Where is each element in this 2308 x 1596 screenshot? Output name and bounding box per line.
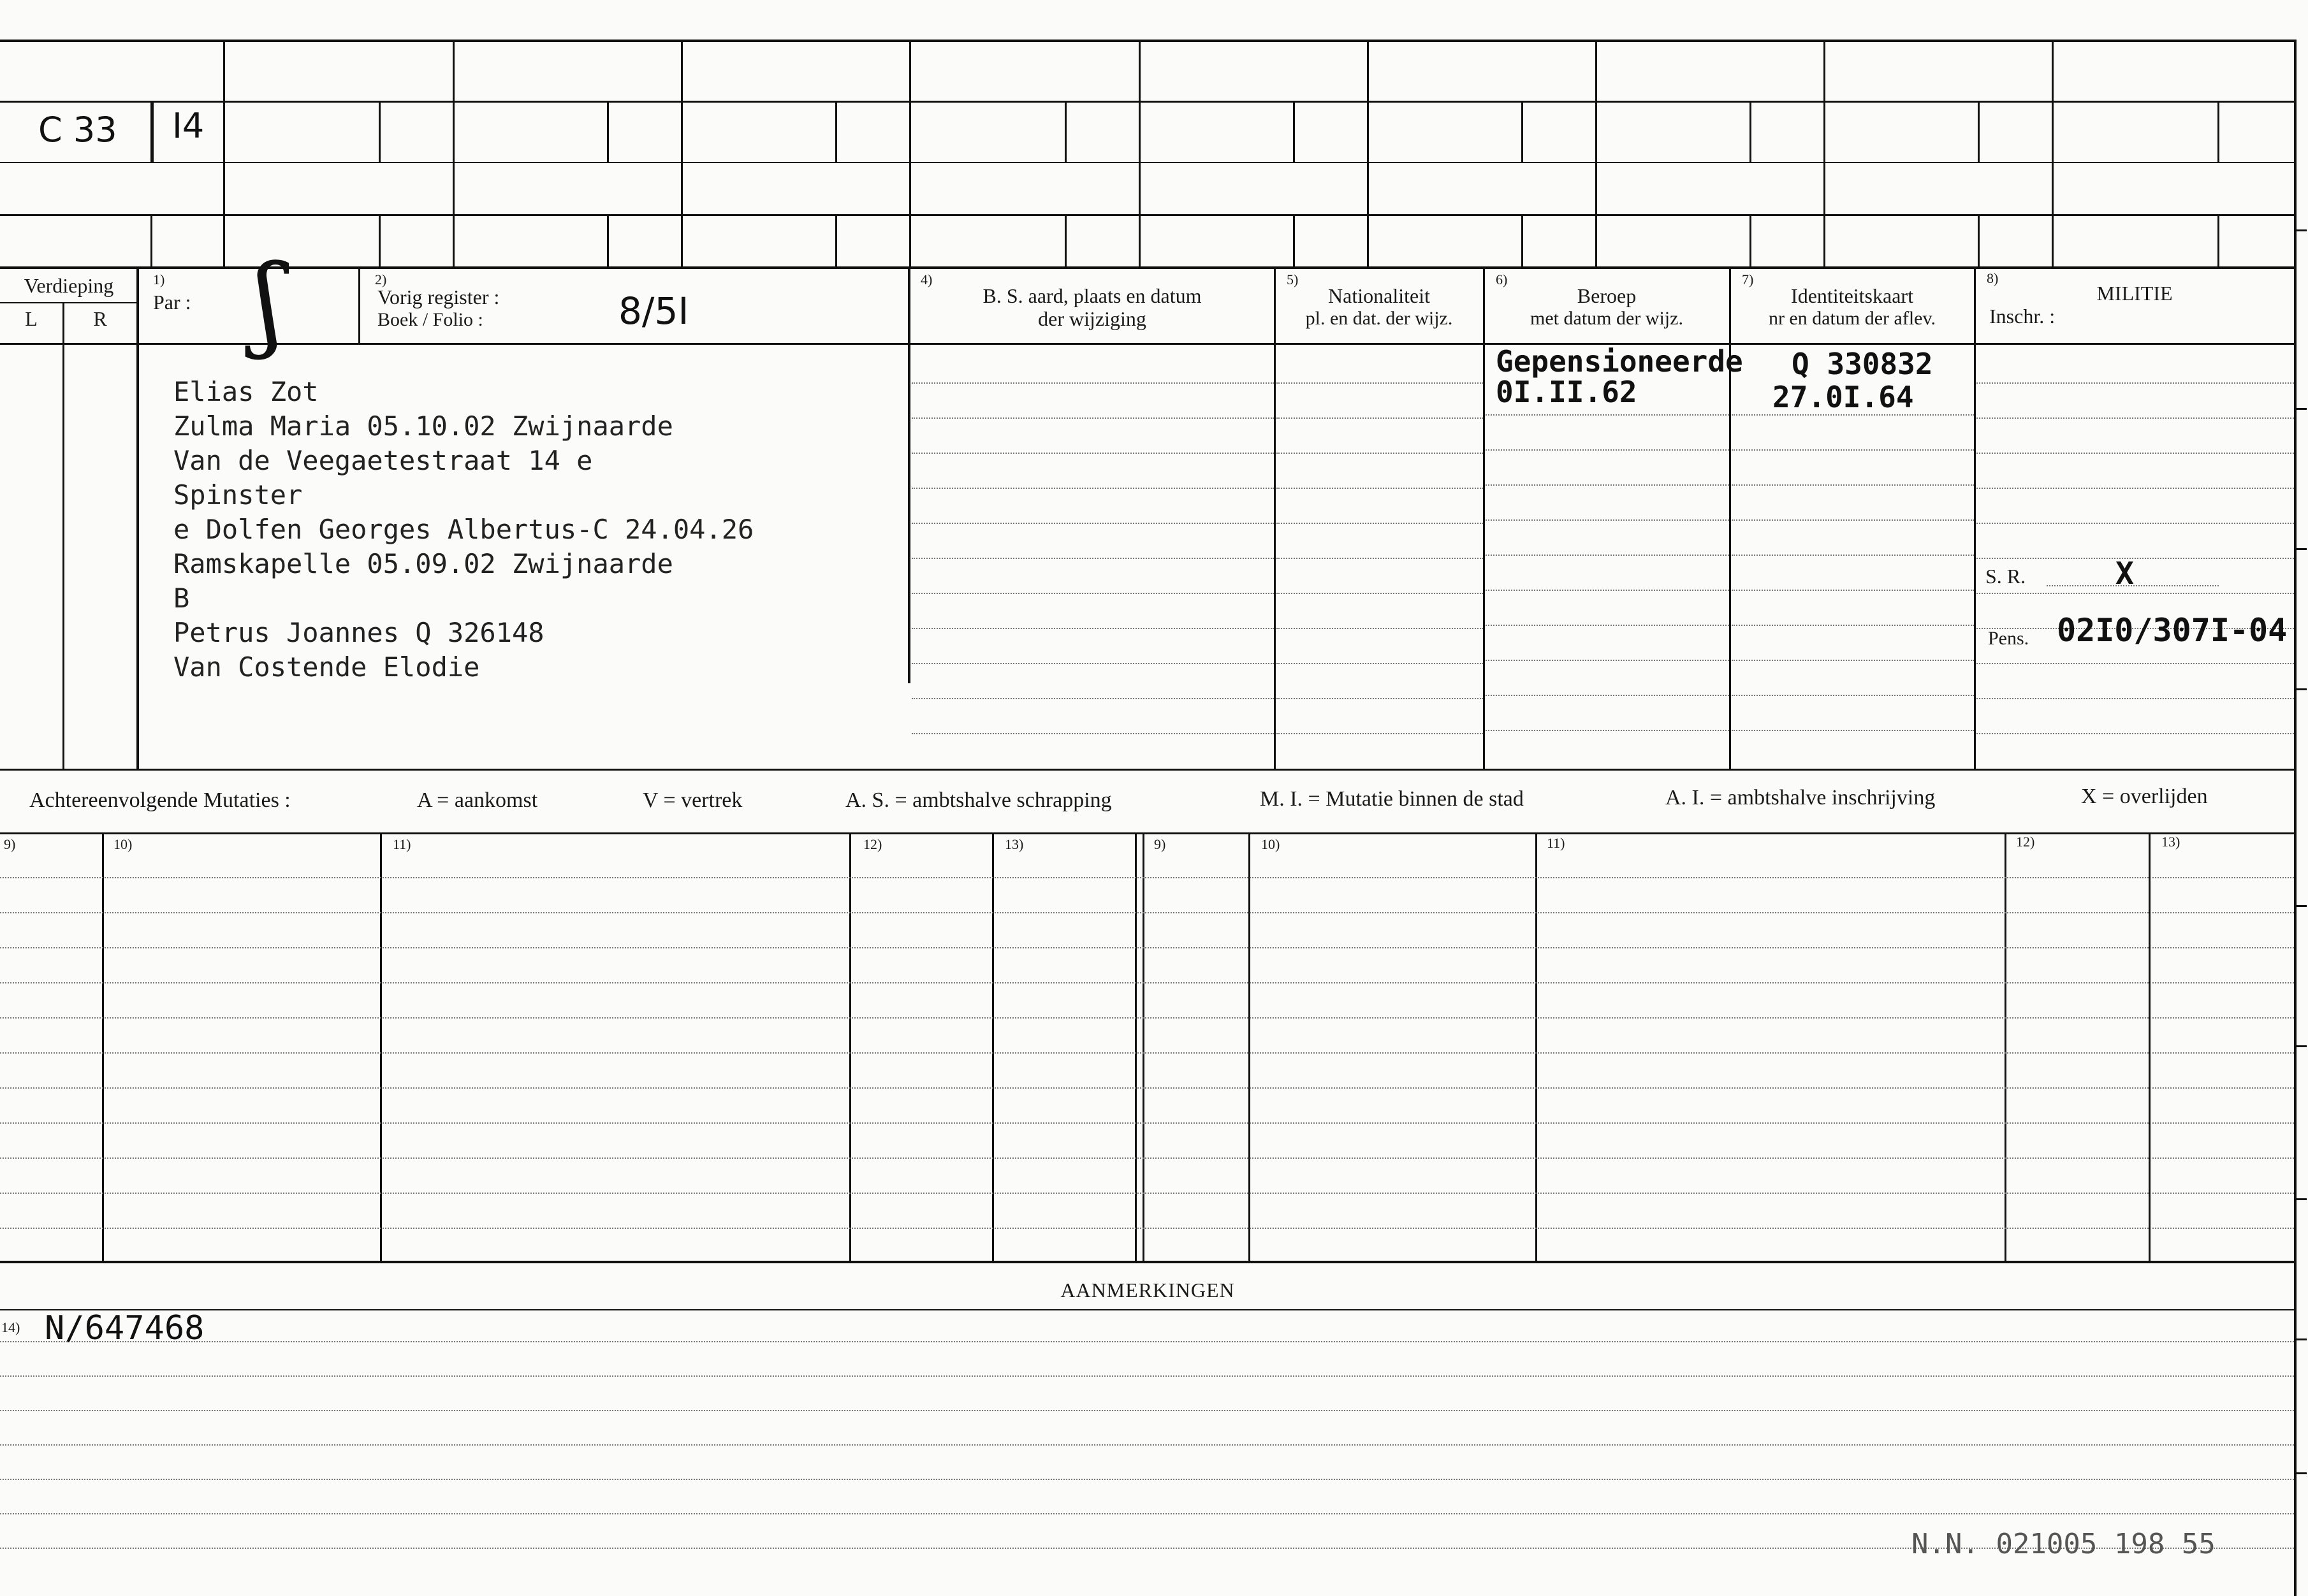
dotted-rule	[912, 628, 1274, 629]
edge-tick	[2295, 1198, 2307, 1200]
mut-vline	[849, 834, 851, 1262]
dotted-rule	[1276, 698, 1483, 699]
grid-vline	[2217, 101, 2219, 162]
top-code-1: C 33	[38, 110, 117, 150]
col4-label2: der wijziging	[1038, 307, 1146, 330]
dotted-rule	[912, 488, 1274, 489]
dotted-rule	[0, 947, 2294, 948]
dotted-rule	[0, 1410, 2294, 1411]
mut-vline	[1535, 834, 1537, 1262]
mut-vline	[1248, 834, 1250, 1262]
dotted-rule	[1486, 660, 1729, 661]
dotted-rule	[1732, 660, 1974, 661]
grid-vline	[1749, 214, 1751, 266]
grid-vline	[1293, 214, 1295, 266]
remarks-value: N/647468	[45, 1309, 205, 1347]
header-vline	[358, 269, 360, 343]
dotted-rule	[1976, 382, 2294, 384]
dotted-rule	[0, 1087, 2294, 1089]
grid-vline	[379, 214, 381, 266]
dotted-rule	[1276, 593, 1483, 594]
col2-label1: Vorig register :	[377, 286, 500, 308]
dotted-rule	[912, 558, 1274, 559]
dotted-rule	[912, 663, 1274, 664]
col5-label1: Nationaliteit	[1328, 284, 1430, 307]
person-line-6: Ramskapelle 05.09.02 Zwijnaarde	[173, 548, 673, 579]
dotted-rule	[0, 1157, 2294, 1159]
legend-aankomst: A = aankomst	[417, 788, 538, 812]
mut-vline	[380, 834, 382, 1262]
mut-left-10: 10)	[113, 836, 133, 852]
mut-right-10: 10)	[1261, 836, 1280, 852]
grid-vline	[453, 40, 455, 266]
col2-label2: Boek / Folio :	[377, 309, 483, 330]
dotted-rule	[1276, 453, 1483, 454]
verdieping-label: Verdieping	[24, 274, 114, 297]
grid-vline	[1065, 214, 1067, 266]
top-code-2: I4	[172, 106, 205, 146]
dotted-rule	[912, 698, 1274, 699]
grid-line	[0, 1261, 2295, 1263]
col1-value: ʃ	[255, 242, 283, 361]
col5-label2: pl. en dat. der wijz.	[1305, 308, 1453, 329]
grid-vline	[1521, 101, 1523, 162]
col8-num: 8)	[1987, 270, 1999, 286]
mut-right-11: 11)	[1547, 835, 1565, 851]
dotted-rule	[912, 523, 1274, 524]
dotted-rule	[1486, 555, 1729, 556]
sr-label: S. R.	[1985, 565, 2026, 588]
edge-tick	[2295, 905, 2307, 907]
identiteit-number: Q 330832	[1792, 347, 1933, 381]
grid-line	[0, 214, 2295, 216]
dotted-rule	[0, 1513, 2294, 1514]
header-vline	[1974, 269, 1976, 771]
grid-line	[0, 832, 2295, 834]
mut-vline	[2005, 834, 2006, 1262]
edge-tick	[2295, 688, 2307, 690]
mut-left-13: 13)	[1005, 836, 1024, 852]
dotted-rule	[1276, 628, 1483, 629]
mut-left-9: 9)	[4, 836, 16, 852]
mut-left-11: 11)	[393, 836, 411, 852]
dotted-rule	[1732, 449, 1974, 451]
col4-label1: B. S. aard, plaats en datum	[982, 284, 1202, 307]
dotted-rule	[1276, 523, 1483, 524]
grid-vline	[152, 101, 154, 162]
grid-vline	[1749, 101, 1751, 162]
edge-tick	[2295, 229, 2307, 231]
grid-line	[0, 302, 138, 303]
right-border	[2294, 40, 2297, 1596]
col2-num: 2)	[375, 272, 387, 287]
edge-tick	[2295, 1472, 2307, 1474]
grid-vline	[1595, 40, 1597, 266]
person-line-2: Zulma Maria 05.10.02 Zwijnaarde	[173, 410, 673, 442]
grid-line	[0, 101, 2295, 103]
header-vline	[136, 269, 139, 771]
remarks-title: AANMERKINGEN	[1060, 1279, 1235, 1302]
dotted-rule	[1486, 484, 1729, 486]
remarks-num: 14)	[1, 1319, 20, 1335]
grid-vline	[2217, 214, 2219, 266]
col6-label1: Beroep	[1577, 284, 1637, 307]
mut-vline	[2149, 834, 2151, 1262]
dotted-rule	[1486, 695, 1729, 696]
dotted-rule	[0, 1341, 2294, 1342]
dotted-rule	[1276, 382, 1483, 384]
grid-vline	[1139, 40, 1141, 266]
dotted-rule	[912, 382, 1274, 384]
dotted-rule	[1976, 453, 2294, 454]
dotted-rule	[1486, 625, 1729, 626]
grid-vline	[1978, 101, 1980, 162]
dotted-rule	[0, 1052, 2294, 1054]
legend-overlijden: X = overlijden	[2081, 785, 2208, 808]
dotted-rule	[1976, 593, 2294, 594]
mut-vline	[992, 834, 994, 1262]
col6-label2: met datum der wijz.	[1530, 308, 1683, 329]
beroep-date: 0I.II.62	[1496, 375, 1637, 409]
dotted-rule	[1976, 733, 2294, 734]
dotted-rule	[1976, 663, 2294, 664]
legend-inschrijving: A. I. = ambtshalve inschrijving	[1665, 786, 1936, 809]
sr-value: X	[2115, 556, 2134, 591]
legend-mutatie: M. I. = Mutatie binnen de stad	[1260, 787, 1524, 811]
grid-line	[0, 266, 2295, 269]
header-vline	[62, 302, 64, 771]
dotted-rule	[1486, 730, 1729, 731]
dotted-rule	[0, 1017, 2294, 1019]
dotted-rule	[1732, 730, 1974, 731]
footer-nn: N.N. 021005 198 55	[1911, 1528, 2216, 1560]
dotted-rule	[0, 877, 2294, 878]
dotted-rule	[1276, 488, 1483, 489]
header-vline	[1274, 269, 1276, 771]
grid-vline	[1367, 40, 1369, 266]
dotted-rule	[0, 912, 2294, 913]
mut-right-12: 12)	[2016, 834, 2035, 850]
verdieping-r: R	[93, 307, 107, 330]
dotted-rule	[1276, 417, 1483, 419]
dotted-rule	[1976, 523, 2294, 524]
legend-title: Achtereenvolgende Mutaties :	[29, 788, 291, 812]
col4-num: 4)	[921, 272, 933, 287]
dotted-rule	[0, 1193, 2294, 1194]
edge-tick	[2295, 408, 2307, 410]
person-line-1: Elias Zot	[173, 376, 319, 407]
dotted-rule	[912, 417, 1274, 419]
col1-num: 1)	[153, 272, 165, 287]
pens-label: Pens.	[1988, 628, 2029, 649]
header-vline	[1483, 269, 1485, 771]
grid-vline	[1521, 214, 1523, 266]
beroep-value: Gepensioneerde	[1496, 344, 1743, 379]
edge-tick	[2295, 1338, 2307, 1340]
dotted-rule	[912, 733, 1274, 734]
mut-right-13: 13)	[2161, 834, 2180, 850]
dotted-rule	[1486, 590, 1729, 591]
dotted-rule	[1976, 417, 2294, 419]
grid-vline	[1065, 101, 1067, 162]
grid-vline	[607, 214, 609, 266]
dotted-rule	[0, 1444, 2294, 1446]
dotted-rule	[0, 1479, 2294, 1480]
mut-right-9: 9)	[1154, 836, 1166, 852]
grid-vline	[150, 214, 152, 266]
person-line-3: Van de Veegaetestraat 14 e	[173, 445, 593, 476]
dotted-rule	[1976, 558, 2294, 559]
grid-vline	[607, 101, 609, 162]
col7-label1: Identiteitskaart	[1791, 284, 1913, 307]
grid-vline	[1823, 40, 1825, 266]
dotted-rule	[1732, 555, 1974, 556]
mut-left-12: 12)	[863, 836, 882, 852]
dotted-rule	[1276, 663, 1483, 664]
dotted-rule	[1276, 733, 1483, 734]
pens-value: 02I0/307I-04	[2057, 612, 2288, 649]
dotted-rule	[1732, 625, 1974, 626]
grid-vline	[2052, 40, 2054, 266]
edge-tick	[2295, 1045, 2307, 1047]
grid-line	[0, 162, 2295, 163]
person-line-8: Petrus Joannes Q 326148	[173, 617, 544, 648]
mut-vline	[102, 834, 104, 1262]
dotted-rule	[0, 1122, 2294, 1124]
grid-vline	[835, 101, 837, 162]
grid-vline	[835, 214, 837, 266]
verdieping-l: L	[25, 307, 38, 330]
grid-line	[0, 769, 2295, 771]
grid-vline	[379, 101, 381, 162]
person-line-4: Spinster	[173, 479, 303, 511]
edge-tick	[2295, 548, 2307, 550]
dotted-rule	[1732, 484, 1974, 486]
dotted-rule	[1486, 519, 1729, 521]
person-line-7: B	[173, 583, 190, 614]
mut-vline	[1143, 834, 1144, 1262]
dotted-rule	[1732, 414, 1974, 416]
dotted-rule	[0, 1228, 2294, 1229]
dotted-rule	[1276, 558, 1483, 559]
dotted-rule	[1732, 519, 1974, 521]
mut-vline	[1135, 834, 1137, 1262]
col6-num: 6)	[1496, 272, 1508, 287]
top-border	[0, 40, 2295, 42]
identiteit-date: 27.0I.64	[1772, 380, 1914, 414]
grid-vline	[1978, 214, 1980, 266]
person-line-5: e Dolfen Georges Albertus-C 24.04.26	[173, 514, 754, 545]
dotted-rule	[1486, 449, 1729, 451]
grid-vline	[909, 40, 911, 266]
grid-line	[0, 343, 2295, 345]
col8-label1: MILITIE	[2096, 282, 2173, 305]
legend-schrapping: A. S. = ambtshalve schrapping	[845, 788, 1112, 812]
col8-label2: Inschr. :	[1989, 305, 2056, 328]
col1-label: Par :	[153, 291, 191, 314]
col7-label2: nr en datum der aflev.	[1768, 308, 1936, 329]
legend-vertrek: V = vertrek	[643, 788, 743, 812]
dotted-rule	[912, 453, 1274, 454]
dotted-rule	[0, 982, 2294, 983]
col7-num: 7)	[1742, 272, 1754, 287]
dotted-rule	[1486, 414, 1729, 416]
header-vline	[908, 269, 910, 683]
grid-vline	[1293, 101, 1295, 162]
col5-num: 5)	[1287, 272, 1299, 287]
dotted-rule	[1976, 488, 2294, 489]
col2-value: 8/5I	[618, 289, 689, 333]
dotted-rule	[912, 593, 1274, 594]
grid-line	[0, 1309, 2295, 1310]
dotted-rule	[1732, 695, 1974, 696]
grid-vline	[223, 40, 225, 266]
dotted-rule	[0, 1375, 2294, 1377]
person-line-9: Van Costende Elodie	[173, 651, 480, 683]
dotted-rule	[1732, 590, 1974, 591]
grid-vline	[681, 40, 683, 266]
dotted-rule	[1976, 698, 2294, 699]
